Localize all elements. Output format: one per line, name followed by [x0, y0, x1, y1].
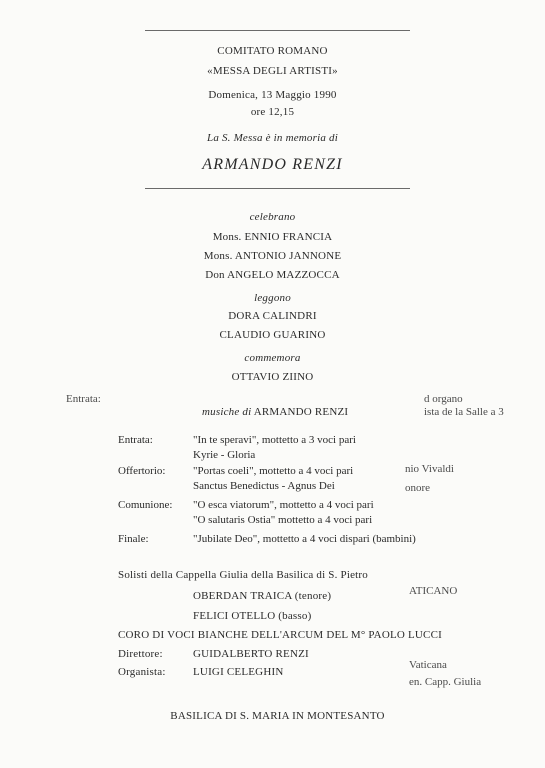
music-row-label: Comunione:: [118, 499, 173, 511]
commemora-heading: commemora: [244, 352, 301, 364]
music-heading-label: musiche di: [202, 406, 252, 418]
ghost-onore: onore: [405, 482, 431, 494]
venue: BASILICA DI S. MARIA IN MONTESANTO: [170, 710, 385, 722]
music-row-line: "O esca viatorum", mottetto a 4 voci pari: [193, 499, 374, 511]
leggono-heading: leggono: [254, 292, 291, 304]
honoree-name: ARMANDO RENZI: [202, 156, 343, 173]
music-row-line: "Portas coeli", mottetto a 4 voci pari: [193, 465, 354, 477]
ghost-organo: d organo: [424, 393, 463, 405]
ghost-entrata: Entrata:: [66, 393, 101, 405]
ghost-vaticano: ATICANO: [409, 585, 458, 597]
celebrant-1: Mons. ENNIO FRANCIA: [212, 231, 333, 243]
music-heading: [202, 406, 348, 418]
celebrano-heading: celebrano: [249, 211, 296, 223]
choir-line: CORO DI VOCI BIANCHE DELL'ARCUM DEL M° PAOLO LUCCI: [118, 629, 442, 641]
memory-line: La S. Messa è in memoria di: [207, 132, 338, 144]
director-label: Direttore:: [118, 648, 163, 660]
music-row-line: Sanctus Benedictus - Agnus Dei: [193, 480, 335, 492]
section-rule: [145, 188, 410, 189]
music-row-label: Finale:: [118, 533, 149, 545]
soloist-bass: FELICI OTELLO (basso): [193, 610, 312, 622]
music-row-label: Offertorio:: [118, 465, 166, 477]
ghost-capp: en. Capp. Giulia: [409, 676, 482, 688]
director-name: GUIDALBERTO RENZI: [193, 648, 309, 660]
celebrant-3: Don ANGELO MAZZOCCA: [205, 269, 340, 281]
ghost-vaticana: Vaticana: [409, 659, 447, 671]
music-composer: ARMANDO RENZI: [253, 406, 349, 418]
organist-name: LUIGI CELEGHIN: [193, 666, 284, 678]
event-date: Domenica, 13 Maggio 1990: [208, 89, 337, 101]
reader-1: DORA CALINDRI: [228, 310, 317, 322]
ghost-salle: ista de la Salle a 3: [424, 406, 504, 418]
org-name: COMITATO ROMANO: [217, 45, 328, 57]
music-row-line: Kyrie - Gloria: [193, 449, 256, 461]
top-rule: [145, 30, 410, 31]
music-row-line: "In te speravi", mottetto a 3 voci pari: [193, 434, 356, 446]
organist-label: Organista:: [118, 666, 166, 678]
ghost-vivaldi: nio Vivaldi: [405, 463, 454, 475]
event-time: ore 12,15: [250, 106, 295, 118]
soloist-tenor: OBERDAN TRAICA (tenore): [193, 590, 332, 602]
commemorator: OTTAVIO ZIINO: [231, 371, 314, 383]
music-row-label: Entrata:: [118, 434, 153, 446]
music-row-line: "O salutaris Ostia" mottetto a 4 voci pari: [193, 514, 373, 526]
event-name: «MESSA DEGLI ARTISTI»: [207, 65, 338, 77]
reader-2: CLAUDIO GUARINO: [219, 329, 326, 341]
music-row-line: "Jubilate Deo", mottetto a 4 voci dispari (bambini): [193, 533, 416, 545]
celebrant-2: Mons. ANTONIO JANNONE: [203, 250, 342, 262]
soloists-intro: Solisti della Cappella Giulia della Basilica di S. Pietro: [118, 569, 368, 581]
